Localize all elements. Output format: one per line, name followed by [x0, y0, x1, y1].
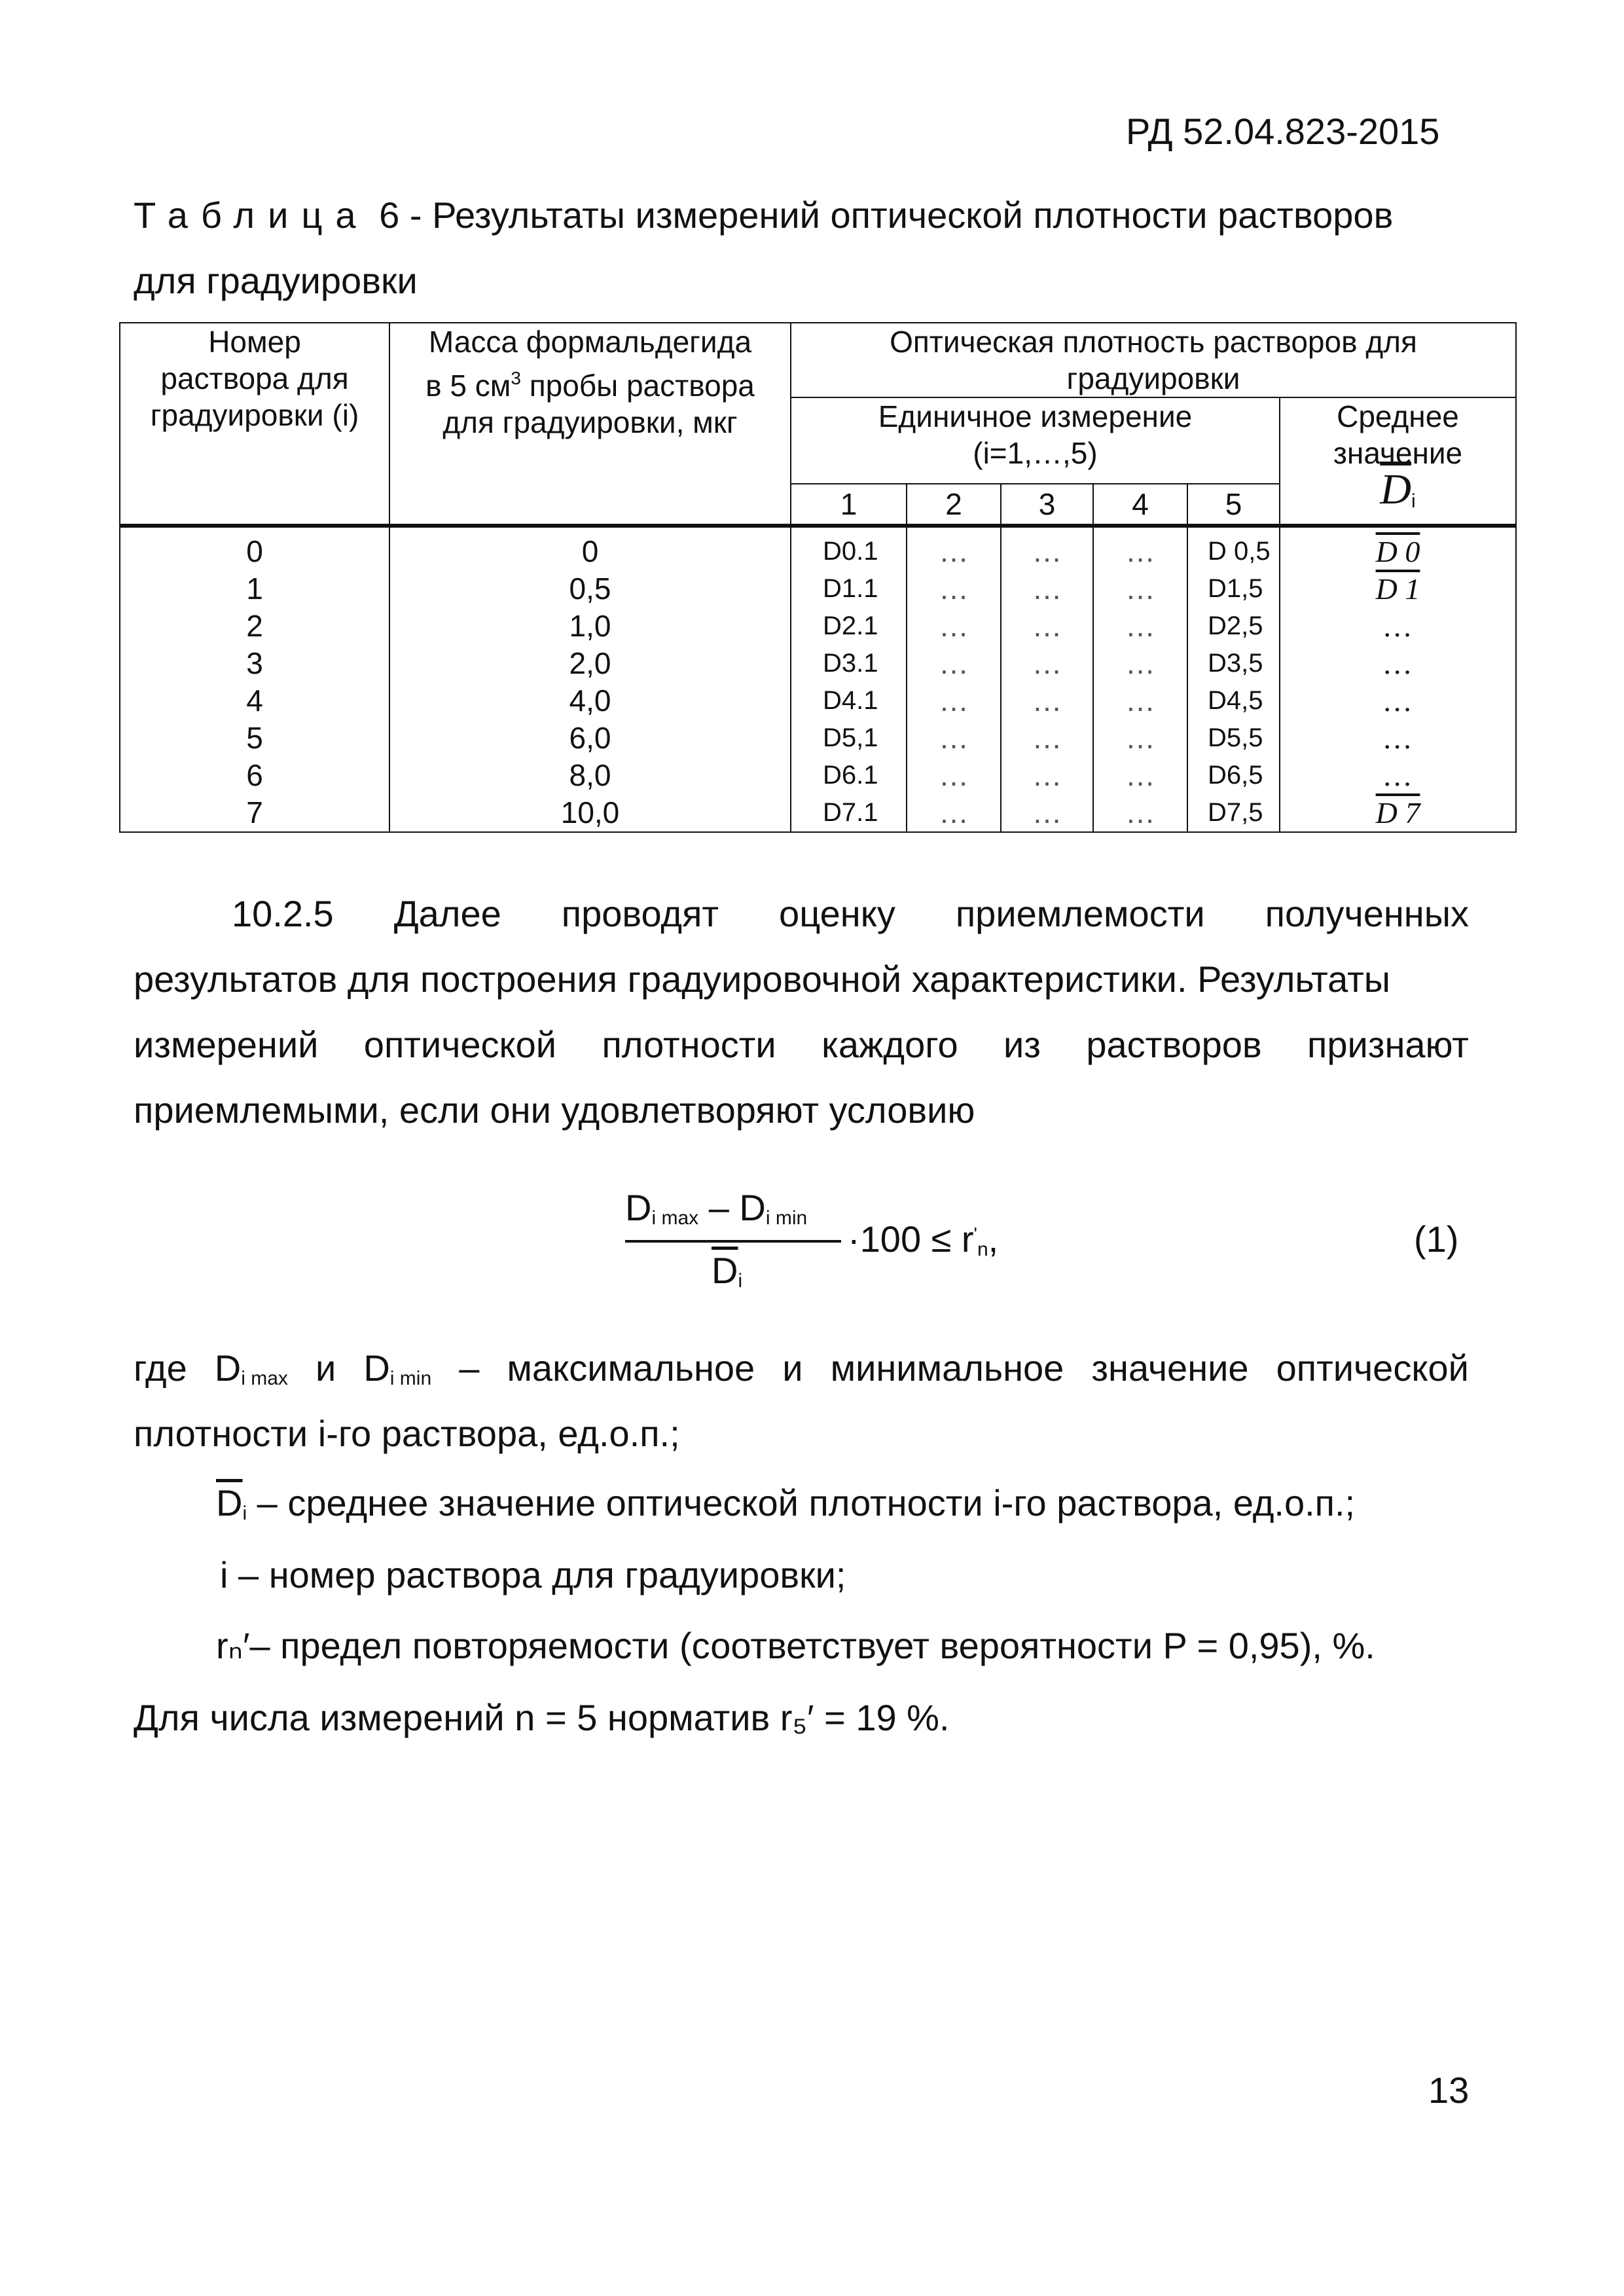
where-line-6: Для числа измерений n = 5 норматив r₅′ = 19 %.	[134, 1697, 950, 1738]
results-table	[119, 322, 1517, 833]
page-number: 13	[1428, 2069, 1470, 2111]
column-measurement-5: D 0,5 D1,5 D2,5 D3,5 D4,5 D5,5 D6,5 D7,5	[1187, 526, 1280, 832]
paragraph-line-1: 10.2.5 Далее проводят оценку приемлемости полученных	[232, 893, 1469, 934]
where-line-2: плотности i-го раствора, ед.о.п.;	[134, 1413, 680, 1454]
paragraph-line-2: результатов для построения градуировочной характеристики. Результаты	[134, 958, 1390, 1000]
header-optical-density-group: Оптическая плотность растворов для градуировки	[791, 323, 1516, 397]
caption-number: 6	[379, 194, 400, 236]
header-single-measurement: Единичное измерение (i=1,…,5)	[791, 397, 1280, 484]
formula-numerator: $D_{i max} - D_{i min}$	[625, 1187, 808, 1229]
paragraph-line-4: приемлемыми, если они удовлетворяют условию	[134, 1089, 975, 1131]
column-mean: D 0 D 1 … … … … … D 7	[1280, 526, 1516, 832]
header-measurement-4: 4	[1093, 484, 1187, 526]
where-line-5: rₙ′– предел повторяемости (соответствует вероятности P = 0,95), %.	[216, 1625, 1375, 1666]
column-measurement-3: … … … … … … … …	[1001, 526, 1093, 832]
formula-right-side: $\cdot 100 \le r'_n$,	[848, 1218, 999, 1260]
where-line-3: $\overline{D}_i$ – среднее значение оптической плотности i-го раствора, ед.о.п.;	[216, 1482, 1356, 1524]
caption-title-line2: для градуировки	[134, 260, 418, 301]
paragraph-line-3: измерений оптической плотности каждого из растворов признают	[134, 1024, 1469, 1065]
header-measurement-3: 3	[1001, 484, 1093, 526]
column-solution-number: 0 1 2 3 4 5 6 7	[120, 526, 389, 832]
where-line-4: i – номер раствора для градуировки;	[220, 1554, 846, 1595]
fraction-bar	[625, 1240, 841, 1243]
header-mass: Масса формальдегида в 5 $см^3$ пробы раствора для градуировки, мкг	[389, 323, 791, 526]
table-caption	[134, 194, 1469, 236]
column-mass: 0 0,5 1,0 2,0 4,0 6,0 8,0 10,0	[389, 526, 791, 832]
document-code: РД 52.04.823-2015	[1126, 111, 1440, 152]
caption-title-line1: - Результаты измерений оптической плотности растворов	[399, 194, 1394, 236]
header-measurement-5: 5	[1187, 484, 1280, 526]
header-measurement-1: 1	[791, 484, 907, 526]
column-measurement-1: D0.1 D1.1 D2.1 D3.1 D4.1 D5,1 D6.1 D7.1	[791, 526, 907, 832]
table-body-row	[120, 526, 1516, 832]
column-measurement-4: … … … … … … … …	[1093, 526, 1187, 832]
column-measurement-2: … … … … … … … …	[907, 526, 1001, 832]
formula-number: (1)	[1414, 1218, 1459, 1260]
where-line-1: где $D_{i max}$ и $D_{i min}$ – максимальное и минимальное значение оптической	[134, 1347, 1469, 1389]
formula-denominator: $\overline{D}_i$	[712, 1250, 743, 1292]
header-solution-number: Номер раствора для градуировки (i)	[120, 323, 389, 526]
header-mean-value: Среднее значение $\overline{D}_i$	[1280, 397, 1516, 526]
header-measurement-2: 2	[907, 484, 1001, 526]
formula-1	[625, 1186, 1018, 1304]
caption-label: Таблица	[134, 194, 369, 236]
